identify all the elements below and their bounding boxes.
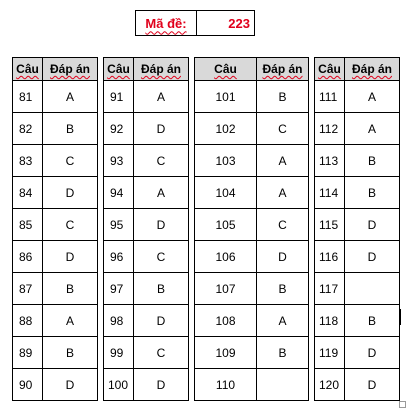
table-row bbox=[13, 241, 98, 273]
answer-cell[interactable]: B bbox=[257, 273, 309, 305]
question-number[interactable]: 96 bbox=[104, 241, 134, 273]
resize-handle[interactable] bbox=[399, 401, 406, 408]
table-row bbox=[13, 337, 98, 369]
answer-table-3 bbox=[194, 57, 309, 401]
exam-code-label: Mã đề: bbox=[136, 11, 197, 35]
answer-cell[interactable]: D bbox=[345, 337, 400, 369]
answer-cell[interactable] bbox=[257, 369, 309, 401]
question-number[interactable]: 115 bbox=[315, 209, 345, 241]
answer-cell[interactable]: A bbox=[134, 81, 189, 113]
table-row bbox=[195, 241, 309, 273]
exam-code-value: 223 bbox=[228, 15, 250, 31]
answer-cell[interactable]: B bbox=[257, 337, 309, 369]
answer-cell[interactable]: D bbox=[257, 241, 309, 273]
answer-table-4 bbox=[314, 57, 400, 401]
table-row bbox=[104, 145, 189, 177]
question-number[interactable]: 92 bbox=[104, 113, 134, 145]
header-answer: Đáp án bbox=[345, 58, 400, 81]
question-number[interactable]: 112 bbox=[315, 113, 345, 145]
table-row bbox=[104, 81, 189, 113]
table-row bbox=[195, 113, 309, 145]
answer-cell[interactable]: A bbox=[134, 177, 189, 209]
question-number[interactable]: 84 bbox=[13, 177, 43, 209]
answer-cell[interactable]: D bbox=[345, 241, 400, 273]
table-row bbox=[195, 305, 309, 337]
table-row bbox=[315, 305, 400, 337]
table-row bbox=[195, 273, 309, 305]
answer-cell[interactable]: A bbox=[345, 113, 400, 145]
table-row bbox=[315, 81, 400, 113]
question-number[interactable]: 88 bbox=[13, 305, 43, 337]
table-row bbox=[315, 145, 400, 177]
answer-cell[interactable]: D bbox=[345, 209, 400, 241]
table-row bbox=[195, 369, 309, 401]
table-row bbox=[104, 305, 189, 337]
question-number[interactable]: 101 bbox=[195, 81, 257, 113]
question-number[interactable]: 85 bbox=[13, 209, 43, 241]
question-number[interactable]: 117 bbox=[315, 273, 345, 305]
text-cursor bbox=[400, 309, 401, 325]
table-row bbox=[315, 177, 400, 209]
answer-cell[interactable]: C bbox=[134, 145, 189, 177]
answer-cell[interactable]: B bbox=[345, 177, 400, 209]
answer-table-1 bbox=[12, 57, 98, 401]
answer-cell[interactable]: B bbox=[134, 273, 189, 305]
table-row bbox=[195, 145, 309, 177]
answer-cell[interactable]: D bbox=[134, 305, 189, 337]
question-number[interactable]: 116 bbox=[315, 241, 345, 273]
table-row bbox=[13, 177, 98, 209]
question-number[interactable]: 108 bbox=[195, 305, 257, 337]
table-row bbox=[104, 209, 189, 241]
table-row bbox=[315, 369, 400, 401]
question-number[interactable]: 119 bbox=[315, 337, 345, 369]
table-row bbox=[104, 113, 189, 145]
header-question: Câu bbox=[104, 58, 134, 81]
answer-cell[interactable]: D bbox=[345, 369, 400, 401]
question-number[interactable]: 113 bbox=[315, 145, 345, 177]
table-row bbox=[104, 177, 189, 209]
answer-cell[interactable]: B bbox=[43, 113, 98, 145]
question-number[interactable]: 81 bbox=[13, 81, 43, 113]
table-row bbox=[13, 145, 98, 177]
answer-cell[interactable]: D bbox=[134, 369, 189, 401]
header-question: Câu bbox=[315, 58, 345, 81]
question-number[interactable]: 120 bbox=[315, 369, 345, 401]
answer-cell[interactable] bbox=[345, 273, 400, 305]
table-row bbox=[195, 337, 309, 369]
table-row bbox=[104, 337, 189, 369]
table-row bbox=[315, 241, 400, 273]
question-number[interactable]: 94 bbox=[104, 177, 134, 209]
answer-cell[interactable]: C bbox=[257, 209, 309, 241]
answer-cell[interactable]: B bbox=[43, 273, 98, 305]
question-number[interactable]: 99 bbox=[104, 337, 134, 369]
header-answer: Đáp án bbox=[257, 58, 309, 81]
question-number[interactable]: 111 bbox=[315, 81, 345, 113]
table-row bbox=[195, 81, 309, 113]
answer-cell[interactable]: A bbox=[257, 145, 309, 177]
question-number[interactable]: 86 bbox=[13, 241, 43, 273]
header-answer: Đáp án bbox=[134, 58, 189, 81]
question-number[interactable]: 95 bbox=[104, 209, 134, 241]
table-row bbox=[13, 113, 98, 145]
question-number[interactable]: 105 bbox=[195, 209, 257, 241]
table-row bbox=[315, 209, 400, 241]
answer-cell[interactable]: C bbox=[43, 209, 98, 241]
answer-cell[interactable]: A bbox=[345, 81, 400, 113]
question-number[interactable]: 87 bbox=[13, 273, 43, 305]
answer-cell[interactable]: A bbox=[43, 305, 98, 337]
answer-cell[interactable]: D bbox=[43, 241, 98, 273]
question-number[interactable]: 100 bbox=[104, 369, 134, 401]
answer-cell[interactable]: B bbox=[43, 337, 98, 369]
answer-cell[interactable]: A bbox=[257, 177, 309, 209]
question-number[interactable]: 98 bbox=[104, 305, 134, 337]
answer-cell[interactable]: C bbox=[134, 337, 189, 369]
answer-cell[interactable]: D bbox=[134, 113, 189, 145]
question-number[interactable]: 114 bbox=[315, 177, 345, 209]
answer-table-2 bbox=[103, 57, 189, 401]
answer-cell[interactable]: B bbox=[345, 305, 400, 337]
question-number[interactable]: 107 bbox=[195, 273, 257, 305]
header-question: Câu bbox=[195, 58, 257, 81]
answer-cell[interactable]: C bbox=[257, 113, 309, 145]
table-row bbox=[195, 209, 309, 241]
answer-cell[interactable]: A bbox=[43, 81, 98, 113]
table-row bbox=[315, 113, 400, 145]
question-number[interactable]: 97 bbox=[104, 273, 134, 305]
question-number[interactable]: 90 bbox=[13, 369, 43, 401]
table-row bbox=[13, 305, 98, 337]
question-number[interactable]: 83 bbox=[13, 145, 43, 177]
answer-cell[interactable]: B bbox=[257, 81, 309, 113]
question-number[interactable]: 89 bbox=[13, 337, 43, 369]
table-row bbox=[13, 209, 98, 241]
question-number[interactable]: 82 bbox=[13, 113, 43, 145]
table-row bbox=[104, 273, 189, 305]
question-number[interactable]: 109 bbox=[195, 337, 257, 369]
question-number[interactable]: 110 bbox=[195, 369, 257, 401]
question-number[interactable]: 91 bbox=[104, 81, 134, 113]
question-number[interactable]: 104 bbox=[195, 177, 257, 209]
answer-cell[interactable]: B bbox=[345, 145, 400, 177]
question-number[interactable]: 93 bbox=[104, 145, 134, 177]
question-number[interactable]: 106 bbox=[195, 241, 257, 273]
exam-code-box bbox=[135, 10, 255, 36]
header-question: Câu bbox=[13, 58, 43, 81]
answer-cell[interactable]: D bbox=[43, 369, 98, 401]
question-number[interactable]: 102 bbox=[195, 113, 257, 145]
table-row bbox=[13, 81, 98, 113]
question-number[interactable]: 103 bbox=[195, 145, 257, 177]
answer-cell[interactable]: C bbox=[134, 241, 189, 273]
table-row bbox=[104, 369, 189, 401]
table-row bbox=[315, 337, 400, 369]
header-answer: Đáp án bbox=[43, 58, 98, 81]
table-row bbox=[104, 241, 189, 273]
answer-cell[interactable]: D bbox=[134, 209, 189, 241]
table-row bbox=[13, 369, 98, 401]
table-row bbox=[195, 177, 309, 209]
answer-cell[interactable]: C bbox=[43, 145, 98, 177]
answer-cell[interactable]: A bbox=[257, 305, 309, 337]
table-row bbox=[13, 273, 98, 305]
question-number[interactable]: 118 bbox=[315, 305, 345, 337]
table-row bbox=[315, 273, 400, 305]
answer-cell[interactable]: D bbox=[43, 177, 98, 209]
